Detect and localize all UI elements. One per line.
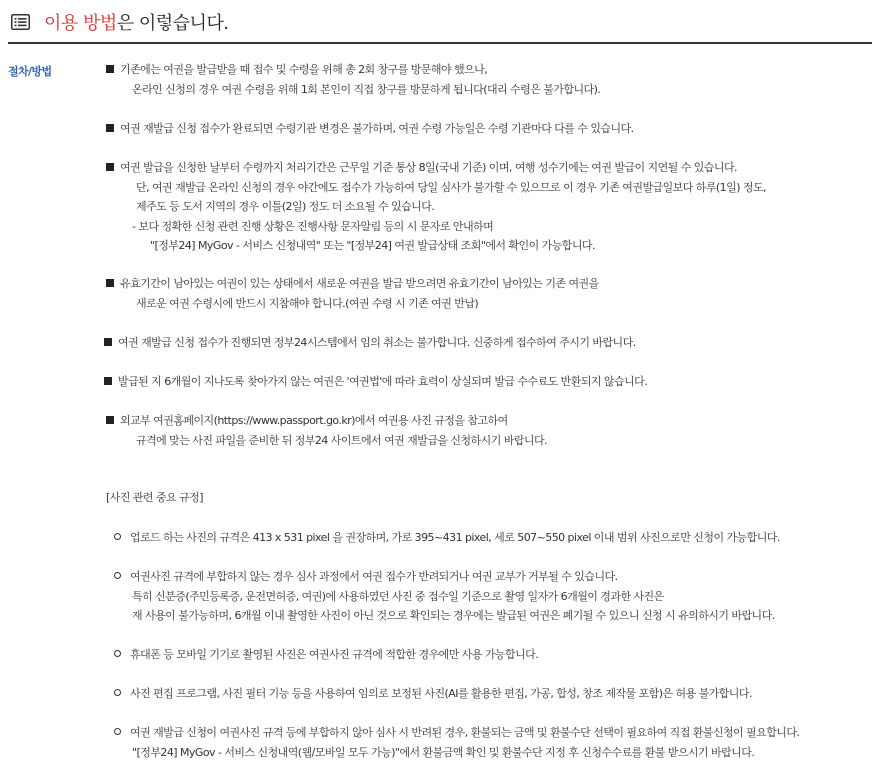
list-item-line xyxy=(132,589,664,605)
line-text: 사진 편집 프로그램, 사진 필터 기능 등을 사용하여 임의로 보정된 사진(AI를 활용한 편집, 가공, 합성, 창조 제작물 포함)은 허용 불가합니다. xyxy=(130,687,752,700)
page-title-rest: 은 이렇습니다. xyxy=(116,13,229,34)
line-text: 특히 신분증(주민등록증, 운전면허증, 여권)에 사용하였던 사진 중 접수일 기준으로 촬영 일자가 6개월이 경과한 사진은 xyxy=(132,590,664,603)
square-bullet-icon xyxy=(106,416,114,424)
list-item-line xyxy=(132,219,493,235)
list-item-first-line xyxy=(114,725,799,741)
line-text: 제주도 등 도서 지역의 경우 이틀(2일) 정도 더 소요될 수 있습니다. xyxy=(136,200,435,213)
line-text: 외교부 여권홈페이지(https://www.passport.go.kr)에서 여권용 사진 규정을 참고하여 xyxy=(120,414,508,427)
line-text: 여권 재발급 신청 접수가 진행되면 정부24시스템에서 임의 취소는 불가합니다. 신중하게 접수하여 주시기 바랍니다. xyxy=(118,336,636,349)
square-bullet-icon xyxy=(106,65,114,73)
list-item-first-line xyxy=(106,121,634,137)
line-text: 여권 재발급 신청이 여권사진 규격 등에 부합하지 않아 심사 시 반려된 경우, 환불되는 금액 및 환불수단 선택이 필요하여 직접 환불신청이 필요합니다. xyxy=(130,726,800,739)
circle-bullet-icon xyxy=(114,533,121,540)
square-bullet-icon xyxy=(106,279,114,287)
line-text: 업로드 하는 사진의 규격은 413 x 531 pixel 을 권장하며, 가로 395~431 pixel, 세로 507~550 pixel 이내 범위 사진으로만 신청이 가능합니다. xyxy=(130,531,780,544)
square-bullet-icon xyxy=(106,124,114,132)
line-text: 단, 여권 재발급 온라인 신청의 경우 야간에도 접수가 가능하여 당일 심사가 불가할 수 있으므로 이 경우 기존 여권발급일보다 하루(1일) 정도, xyxy=(136,181,766,194)
list-item-line xyxy=(132,608,775,624)
line-text: "[정부24] MyGov - 서비스 신청내역" 또는 "[정부24] 여권 발급상태 조회"에서 확인이 가능합니다. xyxy=(150,239,595,252)
list-item-first-line xyxy=(114,686,752,702)
list-item-line xyxy=(136,199,434,215)
list-item-line xyxy=(132,745,754,761)
list-item-first-line xyxy=(104,374,647,390)
page-title xyxy=(44,9,229,35)
square-bullet-icon xyxy=(104,338,112,346)
section-header xyxy=(8,6,872,44)
line-text: 여권 재발급 신청 접수가 완료되면 수령기관 변경은 불가하며, 여권 수령 가능일은 수령 기관마다 다를 수 있습니다. xyxy=(120,122,634,135)
line-text: 유효기간이 남아있는 여권이 있는 상태에서 새로운 여권을 발급 받으려면 유효기간이 남아있는 기존 여권을 xyxy=(120,277,599,290)
page-title-highlight: 이용 방법 xyxy=(44,13,117,34)
line-text: 발급된 지 6개월이 지나도록 찾아가지 않는 여권은 '여권법'에 따라 효력이 상실되며 발급 수수료도 반환되지 않습니다. xyxy=(118,375,648,388)
side-label-procedure: 절차/방법 xyxy=(8,65,52,78)
list-item-line xyxy=(150,238,595,254)
list-item-line xyxy=(136,180,766,196)
photo-rules-heading: [사진 관련 중요 규정] xyxy=(106,491,203,504)
line-text: 새로운 여권 수령시에 반드시 지참해야 합니다.(여권 수령 시 기존 여권 반납) xyxy=(136,297,479,310)
list-item-first-line xyxy=(104,335,636,351)
list-item-first-line xyxy=(106,276,599,292)
list-item-line xyxy=(136,296,478,312)
circle-bullet-icon xyxy=(114,728,121,735)
square-bullet-icon xyxy=(104,377,112,385)
list-icon xyxy=(11,14,30,30)
list-item-line xyxy=(136,433,547,449)
line-text: - 보다 정확한 신청 관련 진행 상황은 진행사항 문자알림 등의 시 문자로 안내하며 xyxy=(132,220,494,233)
list-item-first-line xyxy=(114,647,538,663)
list-item-line xyxy=(132,82,600,98)
square-bullet-icon xyxy=(106,163,114,171)
line-text: 규격에 맞는 사진 파일을 준비한 뒤 정부24 사이트에서 여권 재발급을 신청하시기 바랍니다. xyxy=(136,434,547,447)
line-text: 온라인 신청의 경우 여권 수령을 위해 1회 본인이 직접 창구를 방문하게 됩니다(대리 수령은 불가합니다). xyxy=(132,83,601,96)
line-text: 재 사용이 불가능하며, 6개월 이내 촬영한 사진이 아닌 것으로 확인되는 경우에는 발급된 여권은 폐기될 수 있으니 신청 시 유의하시기 바랍니다. xyxy=(132,609,775,622)
line-text: 여권사진 규격에 부합하지 않는 경우 심사 과정에서 여권 접수가 반려되거나 여권 교부가 거부될 수 있습니다. xyxy=(130,570,618,583)
line-text: "[정부24] MyGov - 서비스 신청내역(웹/모바일 모두 가능)"에서 환불금액 확인 및 환불수단 지정 후 신청수수료를 환불 받으시기 바랍니다. xyxy=(132,746,755,759)
circle-bullet-icon xyxy=(114,650,121,657)
line-text: 휴대폰 등 모바일 기기로 촬영된 사진은 여권사진 규격에 적합한 경우에만 사용 가능합니다. xyxy=(130,648,539,661)
list-item-first-line xyxy=(106,413,508,429)
line-text: 기존에는 여권을 발급받을 때 접수 및 수령을 위해 총 2회 창구를 방문해야 했으나, xyxy=(120,63,488,76)
list-item-first-line xyxy=(114,530,780,546)
circle-bullet-icon xyxy=(114,572,121,579)
list-item-first-line xyxy=(106,160,737,176)
circle-bullet-icon xyxy=(114,689,121,696)
list-item-first-line xyxy=(106,62,487,78)
line-text: 여권 발급을 신청한 날부터 수령까지 처리기간은 근무일 기준 통상 8일(국내 기준) 이며, 여행 성수기에는 여권 발급이 지연될 수 있습니다. xyxy=(120,161,737,174)
list-item-first-line xyxy=(114,569,618,585)
